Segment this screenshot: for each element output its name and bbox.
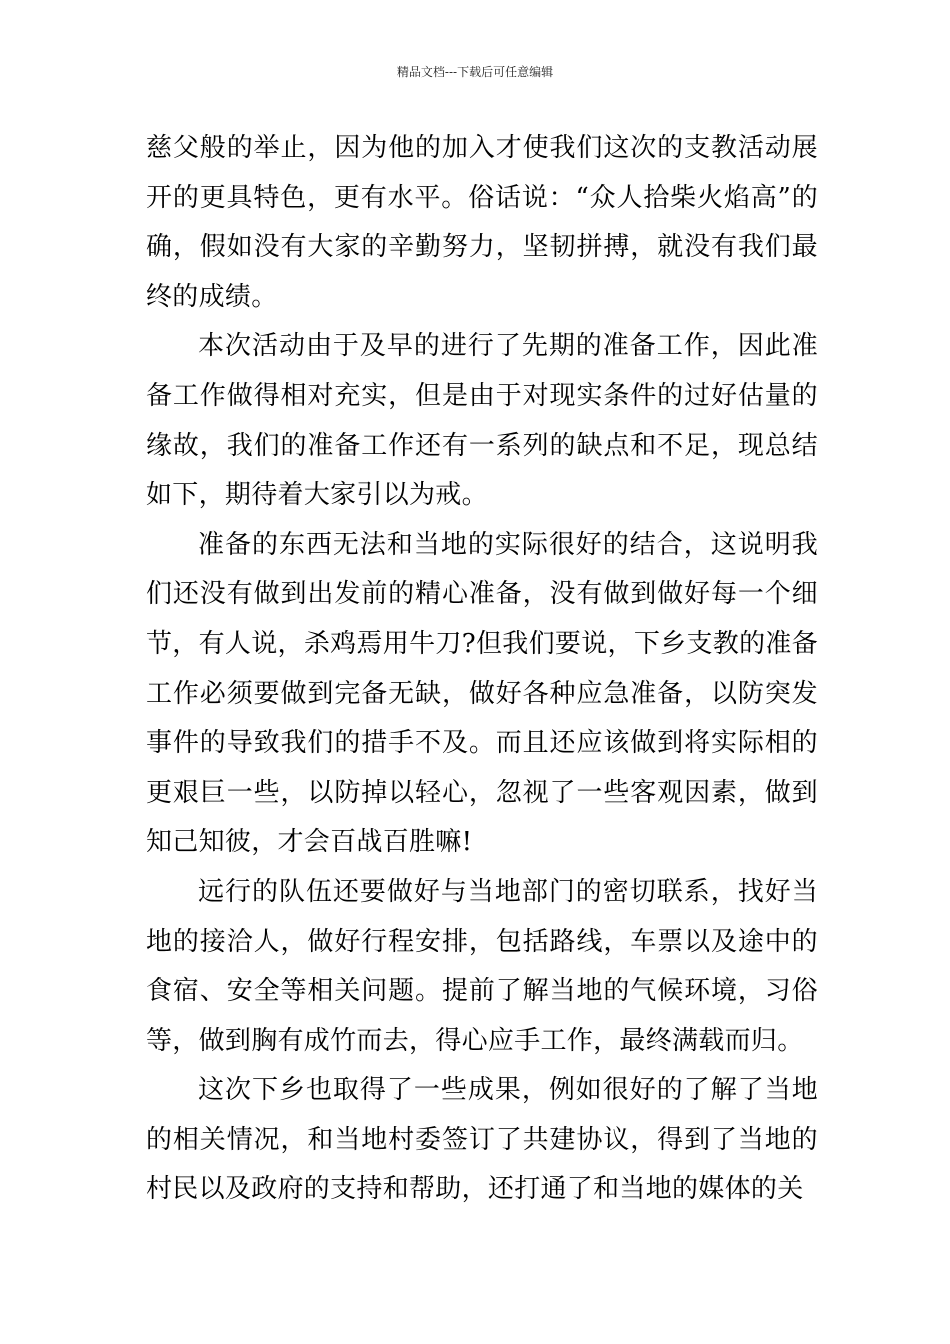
document-body bbox=[146, 124, 818, 1215]
paragraph: 准备的东西无法和当地的实际很好的结合，这说明我们还没有做到出发前的精心准备，没有做到做好每一个细节，有人说，杀鸡焉用牛刀?但我们要说，下乡支教的准备工作必须要做到完备无缺，做好各种应急准备，以防突发事件的导致我们的措手不及。而且还应该做到将实际相的更艰巨一些，以防掉以轻心，忽视了一些客观因素，做到知己知彼，才会百战百胜嘛! bbox=[146, 529, 818, 858]
paragraph: 这次下乡也取得了一些成果，例如很好的了解了当地的相关情况，和当地村委签订了共建协议，得到了当地的村民以及政府的支持和帮助，还打通了和当地的媒体的关 bbox=[146, 1075, 818, 1205]
paragraph: 远行的队伍还要做好与当地部门的密切联系，找好当地的接洽人，做好行程安排，包括路线，车票以及途中的食宿、安全等相关问题。提前了解当地的气候环境，习俗等，做到胸有成竹而去，得心应手工作，最终满载而归。 bbox=[146, 876, 818, 1056]
page-header: 精品文档---下载后可任意编辑 bbox=[396, 65, 554, 79]
paragraph: 本次活动由于及早的进行了先期的准备工作，因此准备工作做得相对充实，但是由于对现实条件的过好估量的缘故，我们的准备工作还有一系列的缺点和不足，现总结如下，期待着大家引以为戒。 bbox=[146, 331, 818, 511]
paragraph-continued: 慈父般的举止，因为他的加入才使我们这次的支教活动展开的更具特色，更有水平。俗话说：“众人拾柴火焰高”的确，假如没有大家的辛勤努力，坚韧拼搏，就没有我们最终的成绩。 bbox=[146, 133, 818, 312]
